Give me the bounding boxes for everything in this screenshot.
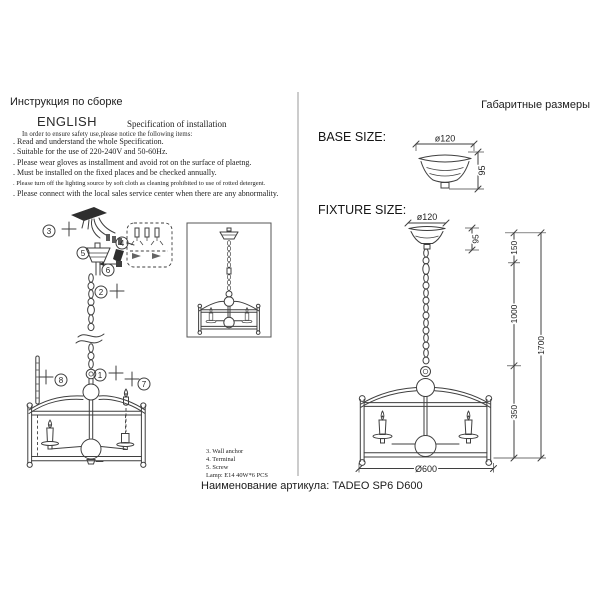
callout-3 xyxy=(43,225,55,237)
fixture-diameter-label: Ø600 xyxy=(414,463,438,474)
callout-6 xyxy=(102,264,114,276)
article-name: Наименование артикула: TADEO SP6 D600 xyxy=(201,480,423,492)
callout-markers xyxy=(43,225,150,390)
candle-left xyxy=(42,420,59,449)
base-diameter-label: ø120 xyxy=(434,133,456,144)
total-height-label: 1700 xyxy=(536,336,546,355)
part-line: 5. Screw xyxy=(206,464,229,471)
screw-cross-2 xyxy=(110,284,124,298)
fixture-candle-right xyxy=(459,411,478,443)
chain-length-label: 1000 xyxy=(509,304,519,324)
part-line: Lamp: E14 40W*6 PCS xyxy=(206,472,268,479)
height-dimension-stack xyxy=(494,230,547,461)
fixture-canopy-diameter-label: ø120 xyxy=(416,212,438,222)
base-height-label: 95 xyxy=(477,165,487,176)
base-size-label: BASE SIZE: xyxy=(318,130,387,144)
hanging-rod xyxy=(36,356,39,404)
chain-break-mark xyxy=(78,334,104,337)
assembly-drawing xyxy=(27,207,172,467)
part-line: 4. Terminal xyxy=(206,456,236,463)
callout-5 xyxy=(77,247,89,259)
callout-2 xyxy=(95,286,107,298)
fixture-chain xyxy=(423,249,429,364)
fixture-canopy-height-label: 95 xyxy=(470,234,481,244)
screw-cross-7 xyxy=(125,372,139,386)
callout-7 xyxy=(138,378,150,390)
callout-number: 2 xyxy=(98,288,104,297)
inset-overview xyxy=(187,223,271,337)
callout-4 xyxy=(116,237,128,249)
callout-number: 6 xyxy=(105,266,111,275)
ceiling-plate xyxy=(71,207,115,238)
fixture-size-drawing xyxy=(356,212,546,474)
callout-number: 8 xyxy=(58,376,64,385)
spec-item: . Please wear gloves as installment and avoid rot on the surface of plaetng. xyxy=(13,157,252,167)
empty-socket-right xyxy=(117,434,134,450)
fixture-canopy xyxy=(409,227,445,250)
callout-number: 7 xyxy=(141,380,147,389)
fixture-candle-left xyxy=(373,411,392,443)
spec-item: . Please connect with the local sales service center when there are any abnormality. xyxy=(13,189,279,199)
fixture-diameter-dim xyxy=(356,463,497,474)
spec-item: . Suitable for the use of 220-240V and 50-60Hz. xyxy=(13,147,168,157)
callout-number: 3 xyxy=(46,227,52,236)
spec-item: . Must be installed on the fixed places and be checked annually. xyxy=(13,168,217,178)
spec-intro: In order to ensure safety use,please notice the following items: xyxy=(22,130,193,138)
base-size-drawing xyxy=(413,134,487,193)
hanger-height-label: 150 xyxy=(509,240,519,255)
body-height-label: 350 xyxy=(509,404,519,419)
fixture-size-label: FIXTURE SIZE: xyxy=(318,203,407,217)
right-panel-title: Габаритные размеры xyxy=(481,99,590,111)
left-panel-title: Инструкция по сборке xyxy=(10,96,123,108)
terminal-detail-box xyxy=(127,223,172,267)
inset-chain xyxy=(227,241,231,291)
spec-item: . Read and understand the whole Specification. xyxy=(13,137,164,146)
spec-item: . Please turn off the lighting source by soft cloth as cleaning prohibited to use of rotted detergent. xyxy=(13,179,266,187)
language-label: ENGLISH xyxy=(37,114,97,129)
part-line: 3. Wall anchor xyxy=(206,448,244,455)
chandelier-frame xyxy=(27,369,146,467)
screw-cross-3 xyxy=(62,222,76,236)
callout-8 xyxy=(55,374,67,386)
screw-cross-8 xyxy=(39,370,53,384)
spec-title: Specification of installation xyxy=(127,119,227,129)
callout-number: 4 xyxy=(119,239,125,248)
terminal-detail-symbols xyxy=(130,228,168,259)
screw-cross-1 xyxy=(109,366,123,380)
callout-number: 1 xyxy=(97,371,103,380)
fixture-canopy-height-dim xyxy=(465,225,481,253)
fixture-body xyxy=(359,367,491,466)
callout-number: 5 xyxy=(80,249,86,258)
candle-bulb-icon xyxy=(124,389,129,432)
